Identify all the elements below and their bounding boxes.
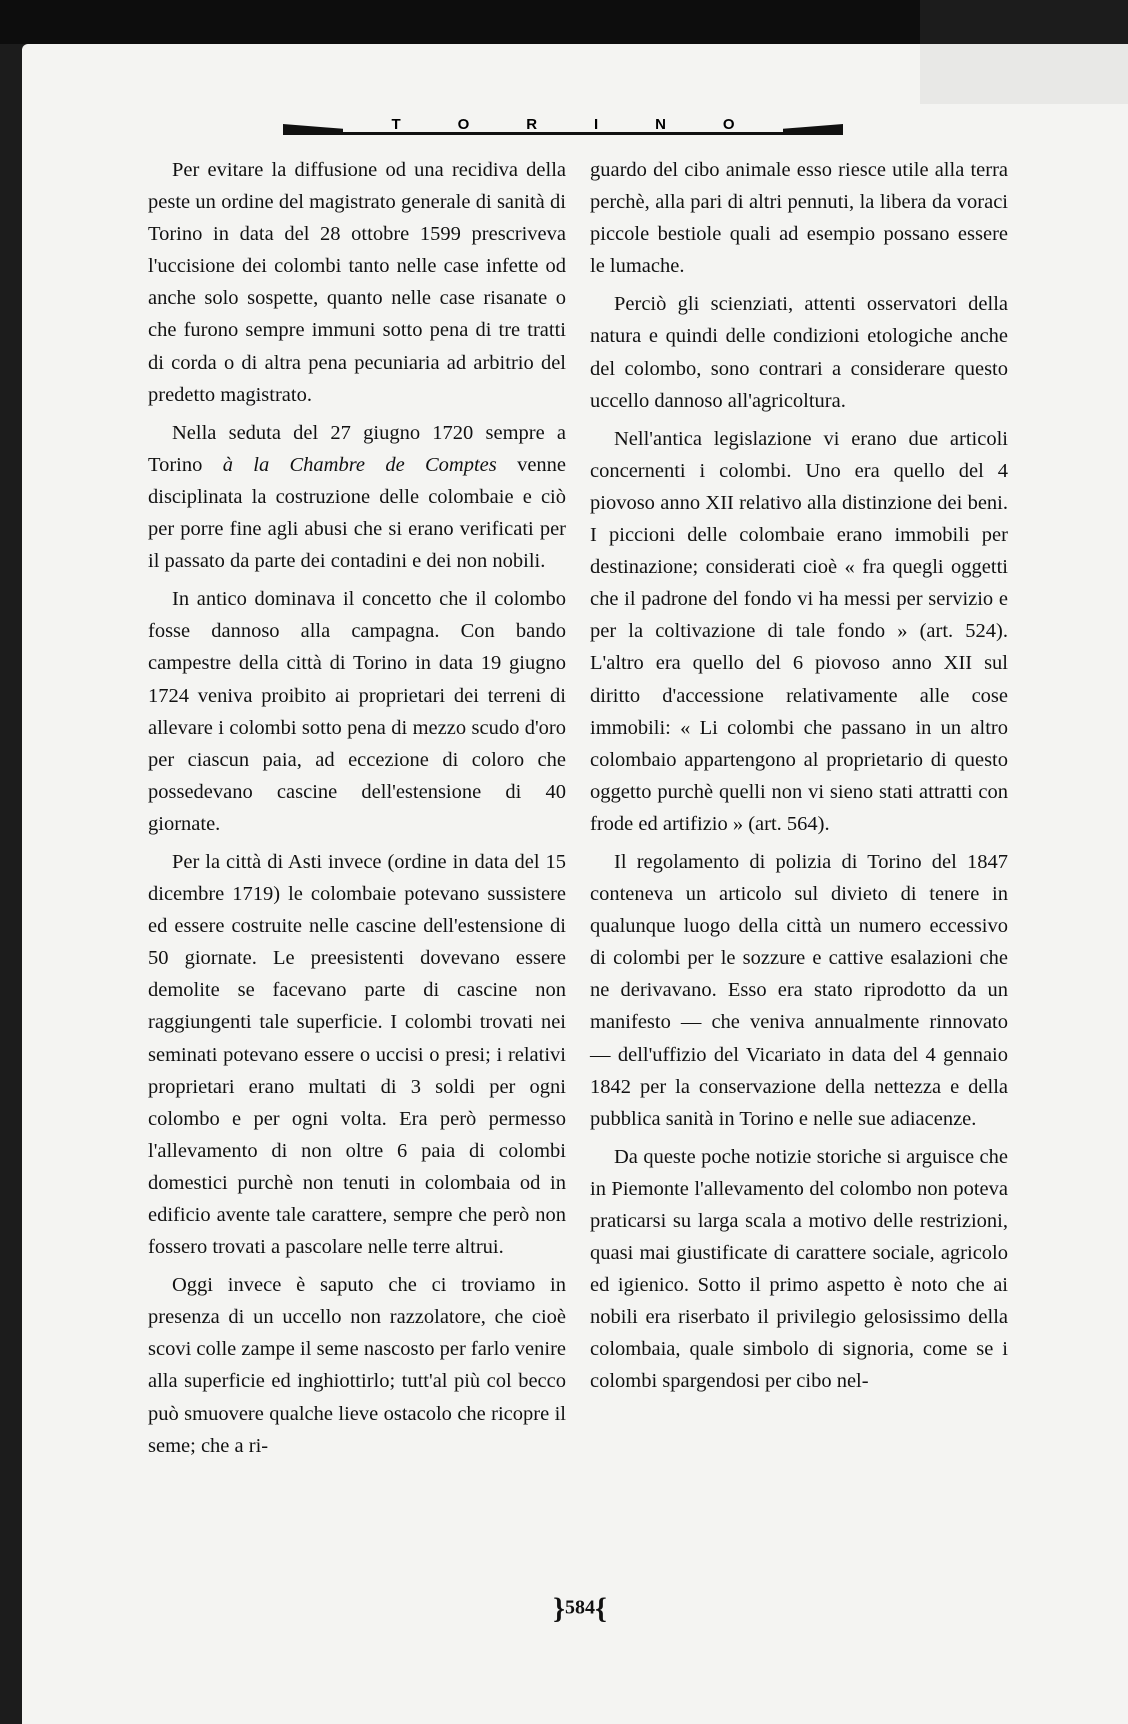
paragraph: Da queste poche notizie storiche si arguisce che in Piemonte l'allevamento del colombo non poteva praticarsi su larga scala a motivo delle restrizioni, quasi mai giustificate di carattere sociale, agricolo ed igienico. Sotto il primo aspetto è noto che ai nobili era riserbato il privilegio gelosissimo della colombaia, quale simbolo di signoria, come se i colombi spargendosi per cibo nel- [590, 1145, 1008, 1393]
paragraph: Per evitare la diffusione od una recidiva della peste un ordine del magistrato generale di sanità di Torino in data del 28 ottobre 1599 prescriveva l'uccisione dei colombi tanto nelle case infette od anche solo sospette, quanto nelle case risanate o che furono sempre immuni sotto pena di tre tratti di corda o di altra pena pecuniaria ad arbitrio del predetto magistrato. [148, 159, 566, 406]
italic-phrase: à la Chambre de Comptes [222, 453, 497, 476]
paragraph: guardo del cibo animale esso riesce utile alla terra perchè, alla pari di altri pennuti, la libera da voraci piccole bestiole quali ad esempio possano essere le lumache. [590, 159, 1008, 278]
header-letter: T [391, 116, 401, 133]
paragraph [148, 417, 566, 577]
header-ornament-left [283, 124, 343, 132]
header-letter: O [722, 116, 735, 133]
page-number [530, 1592, 630, 1626]
header-letter: N [655, 116, 666, 133]
paragraph: In antico dominava il concetto che il colombo fosse dannoso alla campagna. Con bando campestre della città di Torino in data 19 giugno 1724 veniva proibito ai proprietari dei terreni di allevare i colombi sotto pena di mezzo scudo d'oro per ciascun paia, ad eccezione di coloro che possedevano cascine dell'estensione di 40 giornate. [148, 588, 566, 835]
scan-edge-shading [920, 44, 1128, 104]
paragraph: Nell'antica legislazione vi erano due articoli concernenti i colombi. Uno era quello del 4 piovoso anno XII relativo alla distinzione dei beni. I piccioni delle colombaie erano immobili per destinazione; considerati cioè « fra quegli oggetti che il padrone del fondo vi ha messi per servizio e per la coltivazione di tale fondo » (art. 524). L'altro era quello del 6 piovoso anno XII sul diritto d'accessione relativamente alle cose immobili: « Li colombi che passano in un altro colombaio appartengono al proprietario di questo oggetto purchè quelli non vi sieno stati attratti con frode ed artifizio » (art. 564). [590, 427, 1008, 835]
brace-ornament-icon: } [553, 1592, 565, 1625]
left-column [148, 154, 566, 1468]
paragraph: Per la città di Asti invece (ordine in data del 15 dicembre 1719) le colombaie potevano sussistere ed essere costruite nelle cascine dell'estensione di 50 giornate. Le preesistenti dovevano essere demolite se facevano parte di cascine non raggiungenti tale superficie. I colombi trovati nei seminati potevano essere o uccisi o presi; i relativi proprietari erano multati di 3 soldi per ogni colombo e per ogni volta. Era però permesso l'allevamento di non oltre 6 paia di colombi domestici purchè non tenuti in colombaia od in edificio avente tale carattere, sempre che però non fossero trovati a pascolare nelle terre altrui. [148, 850, 566, 1259]
paragraph: Il regolamento di polizia di Torino del 1847 conteneva un articolo sul divieto di tenere in qualunque luogo della città un numero eccessivo di colombi per le sozzure e cattive esalazioni che ne derivavano. Esso era stato riprodotto da un manifesto — che veniva annualmente rinnovato — dell'uffizio del Vicariato in data del 4 gennaio 1842 per la conservazione della nettezza e della pubblica sanità in Torino e nelle sue adiacenze. [590, 850, 1008, 1130]
header-letter: O [457, 116, 470, 133]
header-letter: I [593, 116, 599, 133]
paragraph: Perciò gli scienziati, attenti osservatori della natura e quindi delle condizioni etologiche anche del colombo, sono contrari a considerare questo uccello dannoso all'agricoltura. [590, 293, 1008, 412]
page-number-value: 584 [565, 1596, 595, 1619]
header-title [343, 118, 783, 132]
right-column [590, 154, 1008, 1404]
paragraph-rest: venne disciplinata la costruzione delle colombaie e ciò per porre fine agli abusi che si erano verificati per il passato da parte dei contadini e dei non nobili. [148, 453, 567, 573]
header-letter: R [526, 116, 538, 133]
paragraph-start: Nella seduta del 27 giugno 1720 sempre a Torino [148, 421, 566, 476]
header-ornament-right [783, 124, 843, 132]
running-header [283, 110, 843, 135]
brace-ornament-icon: { [595, 1592, 607, 1625]
paragraph: Oggi invece è saputo che ci troviamo in presenza di un uccello non razzolatore, che cioè scovi colle zampe il seme nascosto per farlo venire alla superficie ed inghiottirlo; tutt'al più col becco può smuovere qualche lieve ostacolo che ricopre il seme; che a ri- [148, 1274, 566, 1457]
scan-dark-border [0, 0, 920, 44]
